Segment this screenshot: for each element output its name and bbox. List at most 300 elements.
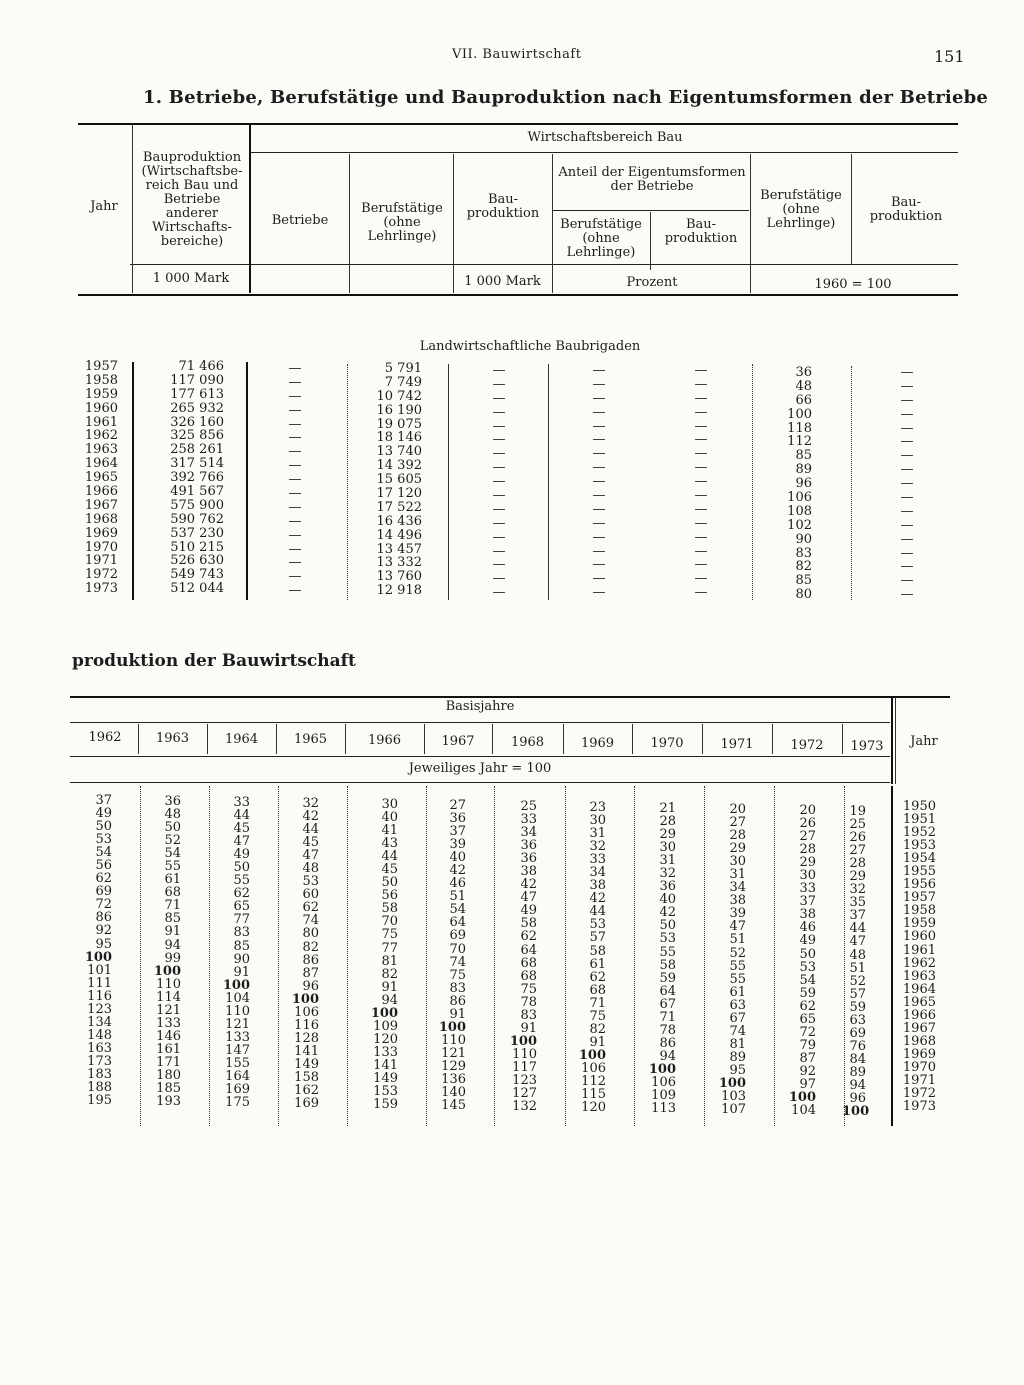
index-cell: 26 bbox=[849, 830, 866, 846]
index-cell: 45 bbox=[302, 835, 319, 851]
index-cell: 34 bbox=[589, 865, 606, 881]
index-cell: 68 bbox=[164, 885, 181, 901]
index-cell: 42 bbox=[659, 905, 676, 921]
index-cell: 90 bbox=[233, 951, 250, 967]
index-cell: 185 bbox=[156, 1081, 181, 1097]
index-cell: 92 bbox=[95, 923, 112, 939]
index-cell: 86 bbox=[95, 910, 112, 926]
dash-cell: — bbox=[592, 557, 606, 573]
index-cell: 94 bbox=[659, 1048, 676, 1064]
berufstaetige-cell: 14 392 bbox=[376, 458, 422, 474]
base-year-header: 1973 bbox=[850, 738, 884, 754]
dash-cell: — bbox=[288, 388, 302, 404]
index-cell: 59 bbox=[799, 985, 816, 1001]
bauproduktion-column bbox=[474, 364, 524, 600]
index-cell: 69 bbox=[95, 884, 112, 900]
dash-cell: — bbox=[592, 585, 606, 601]
index-cell: 30 bbox=[659, 840, 676, 856]
dash-cell: — bbox=[492, 515, 506, 531]
index-cell: 32 bbox=[589, 839, 606, 855]
dash-cell: — bbox=[900, 365, 914, 380]
dash-cell: — bbox=[694, 363, 708, 378]
base-year-header: 1972 bbox=[790, 738, 824, 753]
dash-cell: — bbox=[694, 376, 708, 392]
dash-cell: — bbox=[288, 513, 302, 529]
berufstaetige-cell: 15 605 bbox=[376, 472, 422, 488]
index-cell: 68 bbox=[520, 955, 537, 971]
index-cell: 91 bbox=[233, 964, 250, 980]
index-cell: 72 bbox=[799, 1024, 816, 1040]
index-cell: 141 bbox=[294, 1043, 319, 1059]
row-year-cell: 1961 bbox=[902, 942, 936, 958]
index-cell: 40 bbox=[381, 810, 398, 826]
index-berufstaetige-cell: 90 bbox=[795, 531, 812, 547]
index-cell: 27 bbox=[849, 843, 866, 859]
dash-cell: — bbox=[492, 585, 506, 601]
dash-cell: — bbox=[694, 404, 708, 420]
base-year-header: 1968 bbox=[510, 734, 545, 750]
base-year-header: 1962 bbox=[88, 730, 122, 745]
bauproduktion-total-cell: 510 215 bbox=[170, 539, 224, 555]
index-cell: 50 bbox=[95, 819, 112, 835]
index-cell: 70 bbox=[449, 941, 466, 957]
index-cell: 54 bbox=[95, 845, 112, 861]
index-cell: 158 bbox=[294, 1069, 319, 1085]
index-cell: 58 bbox=[589, 943, 606, 959]
index-cell: 193 bbox=[156, 1094, 181, 1110]
index-cell: 64 bbox=[449, 915, 466, 931]
index-cell: 29 bbox=[849, 869, 866, 885]
dash-cell: — bbox=[592, 488, 606, 504]
index-cell: 39 bbox=[449, 837, 466, 853]
dash-cell: — bbox=[900, 531, 914, 547]
index-cell: 123 bbox=[87, 1001, 112, 1017]
index-cell: 36 bbox=[449, 811, 466, 827]
index-cell: 83 bbox=[520, 1007, 537, 1023]
year-cell: 1957 bbox=[84, 359, 118, 374]
index-cell: 133 bbox=[373, 1044, 398, 1060]
index-cell: 74 bbox=[729, 1023, 746, 1039]
base-year-column bbox=[276, 797, 319, 1110]
berufstaetige-cell: 18 146 bbox=[376, 430, 422, 446]
index-cell: 110 bbox=[512, 1046, 537, 1062]
index-cell: 33 bbox=[799, 881, 816, 897]
index-cell: 100 bbox=[438, 1019, 466, 1035]
index-cell: 121 bbox=[225, 1016, 250, 1032]
row-year-cell: 1962 bbox=[902, 955, 936, 971]
index-cell: 100 bbox=[648, 1061, 676, 1077]
index-cell: 52 bbox=[729, 945, 746, 961]
bauproduktion-total-cell: 491 567 bbox=[170, 484, 224, 500]
dash-cell: — bbox=[694, 529, 708, 545]
index-cell: 71 bbox=[659, 1009, 676, 1025]
index-cell: 59 bbox=[659, 970, 676, 986]
row-year-cell: 1971 bbox=[902, 1072, 936, 1088]
base-year-column bbox=[345, 798, 398, 1111]
table1-title: 1. Betriebe, Berufstätige und Bauproduktion nach Eigentumsformen der Betriebe bbox=[143, 87, 989, 108]
index-cell: 110 bbox=[156, 976, 181, 992]
dash-cell: — bbox=[492, 543, 506, 559]
index-cell: 52 bbox=[849, 973, 866, 989]
bauproduktion-total-cell: 326 160 bbox=[170, 414, 224, 430]
index-cell: 42 bbox=[449, 863, 466, 879]
index-cell: 25 bbox=[849, 817, 866, 833]
row-year-cell: 1950 bbox=[902, 799, 936, 814]
index-cell: 171 bbox=[156, 1054, 181, 1070]
index-cell: 83 bbox=[449, 980, 466, 996]
index-cell: 100 bbox=[718, 1075, 746, 1091]
dash-cell: — bbox=[592, 376, 606, 392]
row-year-cell: 1965 bbox=[902, 994, 936, 1010]
index-cell: 69 bbox=[849, 1025, 866, 1041]
index-cell: 50 bbox=[233, 860, 250, 876]
index-cell: 42 bbox=[302, 809, 319, 825]
dash-cell: — bbox=[694, 474, 708, 490]
dash-cell: — bbox=[592, 390, 606, 406]
index-cell: 39 bbox=[729, 906, 746, 922]
dash-cell: — bbox=[288, 555, 302, 571]
index-cell: 47 bbox=[520, 890, 537, 906]
index-cell: 121 bbox=[441, 1045, 466, 1061]
index-cell: 148 bbox=[87, 1027, 112, 1043]
index-cell: 29 bbox=[659, 827, 676, 843]
index-cell: 111 bbox=[87, 975, 112, 991]
index-berufstaetige-cell: 80 bbox=[795, 587, 812, 603]
dash-cell: — bbox=[694, 585, 708, 601]
index-cell: 112 bbox=[581, 1073, 606, 1089]
dash-cell: — bbox=[492, 501, 506, 517]
index-cell: 55 bbox=[729, 971, 746, 987]
dash-cell: — bbox=[900, 476, 914, 492]
dash-cell: — bbox=[694, 557, 708, 573]
index-cell: 46 bbox=[799, 920, 816, 936]
dash-cell: — bbox=[288, 374, 302, 390]
index-cell: 51 bbox=[449, 889, 466, 905]
dash-cell: — bbox=[900, 503, 914, 519]
dash-cell: — bbox=[694, 488, 708, 504]
dash-cell: — bbox=[288, 499, 302, 515]
index-cell: 82 bbox=[589, 1021, 606, 1037]
index-cell: 23 bbox=[589, 800, 606, 815]
index-cell: 65 bbox=[799, 1011, 816, 1027]
index-cell: 37 bbox=[799, 894, 816, 910]
dash-cell: — bbox=[694, 460, 708, 476]
index-cell: 77 bbox=[381, 940, 398, 956]
index-berufstaetige-cell: 48 bbox=[795, 378, 812, 394]
index-cell: 104 bbox=[225, 990, 250, 1006]
bauproduktion-total-cell: 512 044 bbox=[170, 581, 224, 597]
dash-cell: — bbox=[592, 418, 606, 434]
berufstaetige-cell: 17 522 bbox=[376, 499, 422, 515]
index-cell: 20 bbox=[729, 802, 746, 817]
index-cell: 77 bbox=[233, 912, 250, 928]
index-cell: 48 bbox=[302, 861, 319, 877]
row-year-cell: 1958 bbox=[902, 903, 936, 919]
base-year-column bbox=[492, 800, 537, 1113]
index-cell: 41 bbox=[381, 823, 398, 839]
index-cell: 76 bbox=[849, 1038, 866, 1054]
index-cell: 180 bbox=[156, 1067, 181, 1083]
index-cell: 100 bbox=[222, 977, 250, 993]
basisjahre-header: Basisjahre bbox=[445, 699, 515, 714]
index-cell: 163 bbox=[87, 1040, 112, 1056]
col-berufstaetige-header: Berufstätige (ohne Lehrlinge) bbox=[361, 201, 443, 244]
base-year-header: 1963 bbox=[155, 730, 190, 746]
index-cell: 58 bbox=[381, 901, 398, 917]
dash-cell: — bbox=[592, 460, 606, 476]
index-cell: 74 bbox=[449, 954, 466, 970]
dash-cell: — bbox=[492, 418, 506, 434]
index-bauproduktion-column bbox=[882, 366, 932, 602]
index-cell: 92 bbox=[799, 1063, 816, 1079]
index-cell: 52 bbox=[164, 833, 181, 849]
dash-cell: — bbox=[900, 448, 914, 464]
index-cell: 40 bbox=[449, 850, 466, 866]
base-year-header: 1964 bbox=[224, 731, 259, 747]
bauproduktion-total-cell: 549 743 bbox=[170, 567, 224, 583]
bauproduktion-total-column bbox=[140, 360, 224, 596]
index-cell: 50 bbox=[659, 918, 676, 934]
index-berufstaetige-cell: 66 bbox=[795, 392, 812, 408]
base-year-column bbox=[563, 801, 606, 1114]
index-cell: 61 bbox=[589, 956, 606, 972]
index-cell: 65 bbox=[233, 899, 250, 915]
index-cell: 134 bbox=[87, 1014, 112, 1030]
index-berufstaetige-cell: 89 bbox=[795, 462, 812, 478]
year-cell: 1965 bbox=[84, 470, 118, 486]
col-jahr-header: Jahr bbox=[90, 199, 118, 214]
dash-cell: — bbox=[592, 404, 606, 420]
row-year-cell: 1960 bbox=[902, 929, 936, 945]
row-year-cell: 1972 bbox=[902, 1086, 936, 1102]
index-cell: 62 bbox=[589, 969, 606, 985]
jahr-header: Jahr bbox=[910, 734, 938, 749]
index-cell: 141 bbox=[373, 1057, 398, 1073]
index-cell: 149 bbox=[373, 1070, 398, 1086]
row-year-cell: 1969 bbox=[902, 1046, 936, 1062]
anteil-bauproduktion-column bbox=[676, 364, 726, 600]
index-cell: 147 bbox=[225, 1042, 250, 1058]
row-year-cell: 1951 bbox=[902, 812, 936, 828]
index-cell: 83 bbox=[233, 925, 250, 941]
table2-title: produktion der Bauwirtschaft bbox=[72, 651, 356, 671]
index-cell: 30 bbox=[799, 868, 816, 884]
berufstaetige-cell: 5 791 bbox=[384, 361, 422, 376]
berufstaetige-cell: 16 190 bbox=[376, 402, 422, 418]
index-cell: 188 bbox=[87, 1080, 112, 1096]
col-anteil-berufstaetige-header: Berufstätige (ohne Lehrlinge) bbox=[560, 217, 642, 260]
berufstaetige-cell: 14 496 bbox=[376, 527, 422, 543]
dash-cell: — bbox=[900, 406, 914, 422]
index-cell: 69 bbox=[449, 928, 466, 944]
index-cell: 169 bbox=[294, 1096, 319, 1112]
dash-cell: — bbox=[900, 559, 914, 575]
index-cell: 32 bbox=[849, 882, 866, 898]
index-cell: 35 bbox=[849, 895, 866, 911]
index-cell: 49 bbox=[520, 903, 537, 919]
col-index-bauproduktion-header: Bau-produktion bbox=[869, 195, 943, 224]
index-cell: 40 bbox=[659, 892, 676, 908]
dash-cell: — bbox=[592, 501, 606, 517]
index-cell: 116 bbox=[294, 1017, 319, 1033]
index-berufstaetige-cell: 106 bbox=[787, 490, 812, 506]
index-berufstaetige-cell: 83 bbox=[795, 545, 812, 561]
dash-cell: — bbox=[288, 541, 302, 557]
index-cell: 87 bbox=[302, 965, 319, 981]
row-year-cell: 1963 bbox=[902, 968, 936, 984]
dash-cell: — bbox=[694, 418, 708, 434]
index-cell: 117 bbox=[512, 1059, 537, 1075]
index-cell: 121 bbox=[156, 1002, 181, 1018]
bauproduktion-total-cell: 117 090 bbox=[170, 372, 224, 388]
dash-cell: — bbox=[492, 488, 506, 504]
index-berufstaetige-cell: 82 bbox=[795, 559, 812, 575]
row-year-cell: 1957 bbox=[902, 890, 936, 906]
index-cell: 30 bbox=[381, 797, 398, 812]
index-cell: 81 bbox=[729, 1036, 746, 1052]
index-cell: 60 bbox=[302, 887, 319, 903]
index-cell: 27 bbox=[799, 829, 816, 845]
index-cell: 63 bbox=[729, 997, 746, 1013]
index-cell: 67 bbox=[729, 1010, 746, 1026]
base-year-column bbox=[207, 796, 250, 1109]
index-cell: 27 bbox=[449, 798, 466, 813]
bauproduktion-total-cell: 265 932 bbox=[170, 400, 224, 416]
wirtschaftsbereich-header: Wirtschaftsbereich Bau bbox=[527, 130, 683, 145]
dash-cell: — bbox=[694, 390, 708, 406]
dash-cell: — bbox=[492, 474, 506, 490]
year-cell: 1961 bbox=[84, 414, 118, 430]
base-year-header: 1966 bbox=[367, 733, 402, 749]
index-cell: 123 bbox=[512, 1072, 537, 1088]
index-cell: 68 bbox=[589, 982, 606, 998]
unit-index: 1960 = 100 bbox=[814, 277, 892, 292]
index-cell: 75 bbox=[589, 1008, 606, 1024]
index-cell: 109 bbox=[651, 1088, 676, 1104]
index-cell: 100 bbox=[842, 1104, 870, 1120]
index-cell: 63 bbox=[849, 1012, 866, 1028]
dash-cell: — bbox=[288, 416, 302, 432]
index-cell: 109 bbox=[373, 1018, 398, 1034]
index-cell: 33 bbox=[520, 812, 537, 828]
index-cell: 26 bbox=[799, 816, 816, 832]
index-cell: 38 bbox=[799, 907, 816, 923]
index-cell: 64 bbox=[520, 942, 537, 958]
index-cell: 55 bbox=[233, 873, 250, 889]
row-year-cell: 1955 bbox=[902, 864, 936, 880]
index-cell: 78 bbox=[520, 994, 537, 1010]
dash-cell: — bbox=[900, 392, 914, 408]
index-cell: 62 bbox=[233, 886, 250, 902]
unit-mark-2: 1 000 Mark bbox=[464, 274, 541, 289]
index-cell: 30 bbox=[729, 854, 746, 870]
row-year-cell: 1959 bbox=[902, 916, 936, 932]
index-cell: 45 bbox=[233, 821, 250, 837]
index-cell: 38 bbox=[520, 864, 537, 880]
index-cell: 100 bbox=[788, 1090, 816, 1106]
row-year-cell: 1956 bbox=[902, 877, 936, 893]
index-cell: 91 bbox=[589, 1034, 606, 1050]
index-cell: 31 bbox=[589, 826, 606, 842]
index-cell: 145 bbox=[441, 1098, 466, 1114]
index-cell: 101 bbox=[87, 962, 112, 978]
dash-cell: — bbox=[288, 430, 302, 446]
index-berufstaetige-cell: 118 bbox=[787, 420, 812, 436]
year-cell: 1972 bbox=[84, 567, 118, 583]
index-cell: 38 bbox=[589, 878, 606, 894]
index-cell: 32 bbox=[659, 866, 676, 882]
berufstaetige-cell: 12 918 bbox=[376, 583, 422, 599]
index-cell: 100 bbox=[509, 1033, 537, 1049]
dash-cell: — bbox=[492, 557, 506, 573]
index-cell: 91 bbox=[164, 924, 181, 940]
index-cell: 70 bbox=[381, 914, 398, 930]
index-berufstaetige-cell: 96 bbox=[795, 476, 812, 492]
dash-cell: — bbox=[900, 378, 914, 394]
index-cell: 61 bbox=[164, 872, 181, 888]
anteil-header: Anteil der Eigentumsformen der Betriebe bbox=[558, 165, 746, 194]
dash-cell: — bbox=[900, 490, 914, 506]
page-number: 151 bbox=[934, 47, 965, 66]
index-cell: 113 bbox=[651, 1101, 676, 1117]
index-cell: 87 bbox=[799, 1050, 816, 1066]
index-cell: 62 bbox=[95, 871, 112, 887]
index-cell: 133 bbox=[225, 1029, 250, 1045]
row-years-column bbox=[902, 800, 936, 1113]
section-header: VII. Bauwirtschaft bbox=[452, 47, 582, 62]
dash-cell: — bbox=[900, 587, 914, 603]
index-cell: 120 bbox=[373, 1031, 398, 1047]
row-year-cell: 1966 bbox=[902, 1007, 936, 1023]
index-cell: 161 bbox=[156, 1041, 181, 1057]
index-cell: 53 bbox=[95, 832, 112, 848]
index-cell: 100 bbox=[370, 1005, 398, 1021]
dash-cell: — bbox=[592, 529, 606, 545]
index-cell: 94 bbox=[849, 1077, 866, 1093]
index-cell: 136 bbox=[441, 1071, 466, 1087]
index-cell: 37 bbox=[449, 824, 466, 840]
index-cell: 175 bbox=[225, 1095, 250, 1111]
index-cell: 99 bbox=[164, 950, 181, 966]
index-cell: 34 bbox=[729, 880, 746, 896]
index-cell: 33 bbox=[589, 852, 606, 868]
index-cell: 114 bbox=[156, 989, 181, 1005]
dash-cell: — bbox=[900, 434, 914, 450]
index-cell: 48 bbox=[164, 807, 181, 823]
berufstaetige-column bbox=[360, 362, 422, 598]
index-cell: 71 bbox=[589, 995, 606, 1011]
index-cell: 128 bbox=[294, 1030, 319, 1046]
index-cell: 86 bbox=[302, 952, 319, 968]
betriebe-column bbox=[270, 362, 320, 598]
dash-cell: — bbox=[492, 446, 506, 462]
index-cell: 33 bbox=[233, 795, 250, 810]
index-cell: 37 bbox=[849, 908, 866, 924]
index-cell: 49 bbox=[799, 933, 816, 949]
dash-cell: — bbox=[288, 472, 302, 488]
index-berufstaetige-cell: 108 bbox=[787, 503, 812, 519]
index-cell: 164 bbox=[225, 1068, 250, 1084]
index-cell: 96 bbox=[302, 978, 319, 994]
dash-cell: — bbox=[492, 404, 506, 420]
year-cell: 1960 bbox=[84, 400, 118, 416]
berufstaetige-cell: 16 436 bbox=[376, 513, 422, 529]
dash-cell: — bbox=[288, 583, 302, 599]
index-cell: 74 bbox=[302, 913, 319, 929]
index-cell: 91 bbox=[449, 1006, 466, 1022]
index-cell: 37 bbox=[95, 793, 112, 808]
year-cell: 1958 bbox=[84, 372, 118, 388]
